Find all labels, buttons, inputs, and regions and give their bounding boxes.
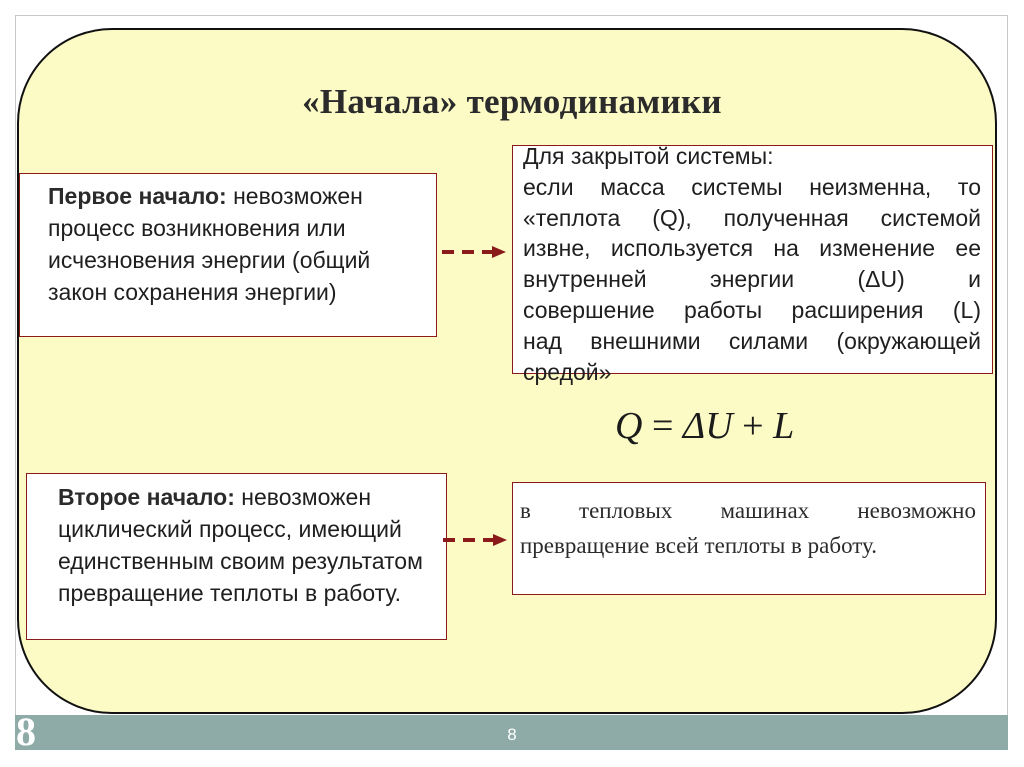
slide-number: 8 (507, 725, 517, 744)
second-law-label: Второе начало: (58, 484, 235, 510)
closed-system-line: средой» (523, 358, 612, 385)
formula-equals: = (651, 405, 674, 447)
closed-system-text (523, 141, 981, 387)
slide-title: «Начала» термодинамики (302, 82, 722, 121)
closed-system-line: если масса системы неизменна, то (523, 173, 981, 200)
first-law-text (48, 180, 418, 308)
formula-plus: + (742, 405, 764, 447)
second-law-body: невозможен циклический процесс, имеющий единственным своим результатом превращение теплоты в работу. (58, 484, 423, 606)
closed-system-line: извне, используется на изменение ее (523, 235, 981, 262)
first-law-body: невозможен процесс возникновения или исчезновения энергии (общий закон сохранения энергии) (48, 183, 371, 305)
arrow-right-icon (441, 530, 509, 550)
formula-q: Q (615, 405, 643, 447)
heat-engines-text (520, 493, 976, 563)
slide-number-large: 8 (16, 709, 36, 754)
heat-engines-line: превращение всей теплоты в работу. (520, 533, 877, 558)
closed-system-line: «теплота (Q), полученная системой (523, 204, 981, 231)
closed-system-line: внутренней энергии (ΔU) и (523, 266, 981, 293)
formula-du: ΔU (682, 405, 733, 447)
closed-system-line: над внешними силами (окружающей (523, 327, 981, 354)
heat-engines-line: в тепловых машинах невозможно (520, 498, 976, 523)
first-law-formula (615, 404, 845, 448)
arrow-right-icon (440, 242, 508, 262)
closed-system-line: совершение работы расширения (L) (523, 296, 981, 323)
second-law-text (58, 481, 438, 609)
first-law-label: Первое начало: (48, 183, 227, 209)
closed-system-heading: Для закрытой системы: (523, 143, 774, 169)
formula-l: L (773, 405, 795, 447)
